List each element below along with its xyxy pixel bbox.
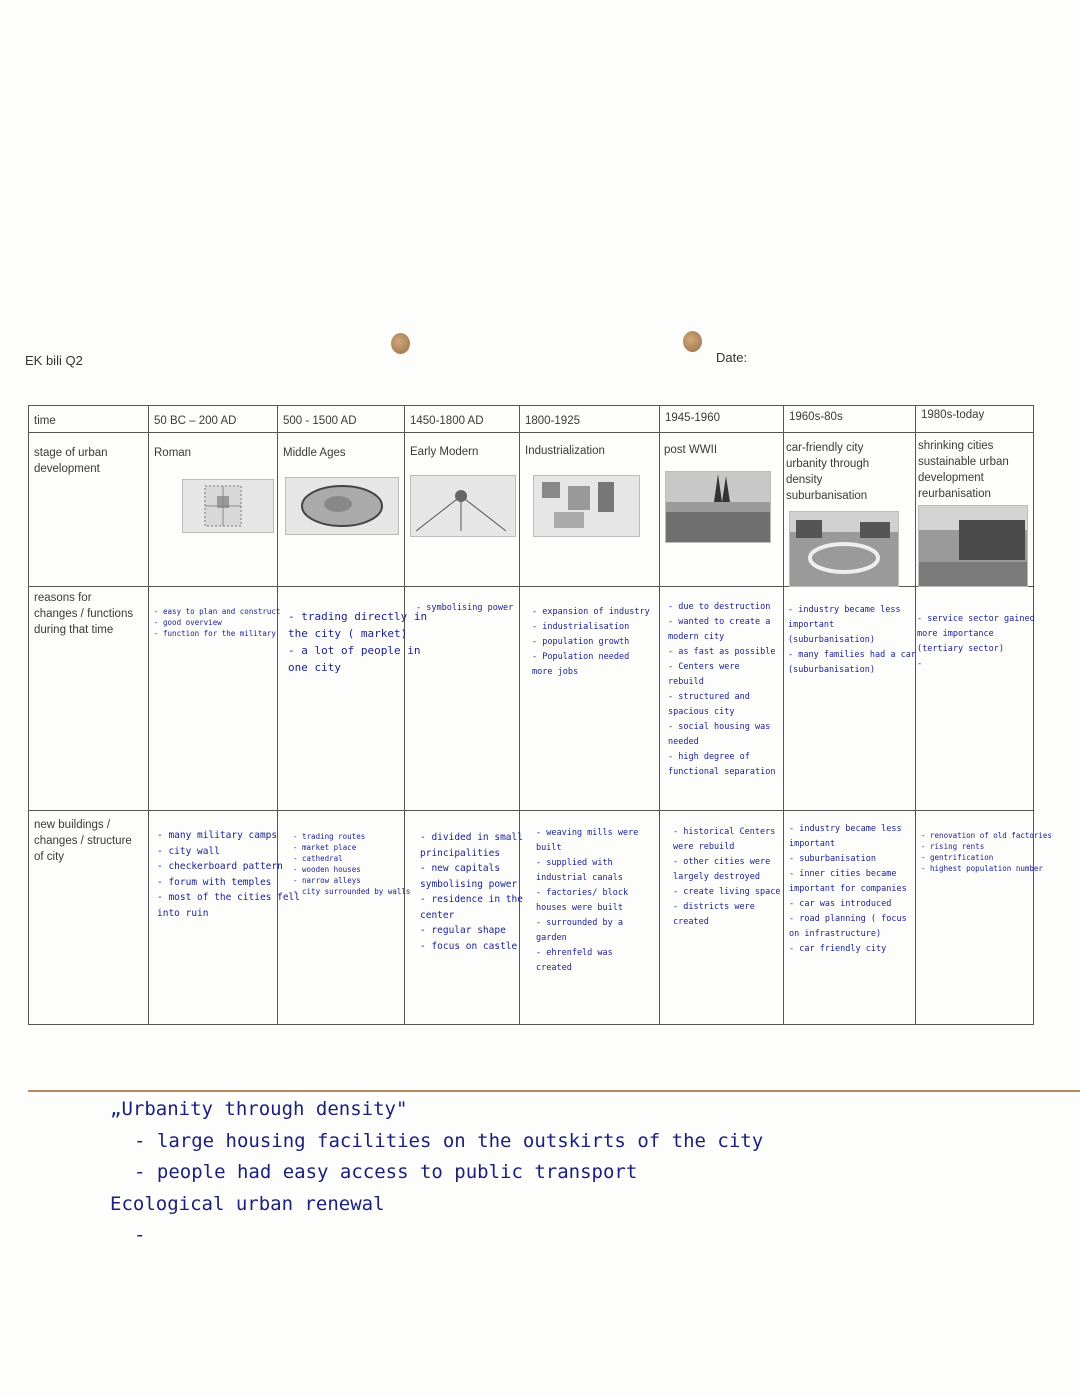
table-border-top <box>28 405 1034 406</box>
stage-cell: car-friendly city urbanity through density suburbanisation <box>786 442 870 502</box>
notes-subtitle: Ecological urban renewal <box>110 1192 385 1215</box>
punch-hole-left <box>391 333 410 354</box>
reasons-cell: - industry became less important (suburbanisation) - many families had a car (suburbanisation) <box>788 605 916 675</box>
table-border-left <box>28 405 29 1025</box>
table-border-right <box>1033 405 1034 1025</box>
reasons-cell: - service sector gained more importance (tertiary sector) - <box>917 614 1035 669</box>
period-cell: 50 BC – 200 AD <box>154 415 237 427</box>
reasons-cell: - trading directly in the city ( market) - a lot of people in one city <box>288 610 428 674</box>
buildings-cell: - renovation of old factories - rising rents - gentrification - highest population number <box>921 831 1052 873</box>
period-cell: 500 - 1500 AD <box>283 415 357 427</box>
subject-label: EK bili Q2 <box>25 353 83 368</box>
reasons-cell: - symbolising power <box>416 603 514 613</box>
industrial-city-plan-image <box>533 475 640 537</box>
post-war-city-photo <box>665 471 771 543</box>
reasons-cell: - easy to plan and construct - good overview - function for the military <box>154 607 281 638</box>
table-rule-reasons <box>28 810 1034 811</box>
period-cell: 1800-1925 <box>525 415 580 427</box>
row-label-reasons: reasons for changes / functions during that time <box>34 592 134 636</box>
table-col-rule <box>404 405 405 1025</box>
reasons-cell: - expansion of industry - industrialisation - population growth - Population needed more jobs <box>532 607 650 677</box>
table-border-bottom <box>28 1024 1034 1025</box>
table-col-rule <box>783 405 784 1025</box>
stage-cell: shrinking cities sustainable urban development reurbanisation <box>918 440 1009 500</box>
stage-cell: Middle Ages <box>283 447 346 459</box>
table-col-rule <box>659 405 660 1025</box>
notes-item: - people had easy access to public transport <box>134 1161 638 1183</box>
handwritten-notes <box>110 1094 763 1252</box>
buildings-cell: - historical Centers were rebuild - other cities were largely destroyed - create living space - districts were created <box>673 827 781 927</box>
buildings-cell: - industry became less important - suburbanisation - inner cities became important for companies - car was introduced - road planning ( focus on infrastructure) - car friendly city <box>789 824 907 954</box>
notes-title: „Urbanity through density" <box>110 1098 408 1120</box>
buildings-cell: - weaving mills were built - supplied with industrial canals - factories/ block houses were built - surrounded by a garden - ehrenfeld was created <box>536 828 639 973</box>
notes-dash: - <box>134 1224 146 1246</box>
period-cell: 1450-1800 AD <box>410 415 484 427</box>
punch-hole-right <box>683 331 702 352</box>
early-modern-city-plan-image <box>410 475 516 537</box>
table-rule-time <box>28 432 1034 433</box>
period-cell: 1960s-80s <box>789 411 843 423</box>
table-col-rule <box>915 405 916 1025</box>
row-label-buildings: new buildings / changes / structure of city <box>34 819 132 863</box>
row-label-time: time <box>34 415 56 427</box>
table-col-rule <box>277 405 278 1025</box>
reurbanisation-photo <box>918 505 1028 587</box>
row-label-stage: stage of urban development <box>34 447 108 475</box>
stage-cell: Early Modern <box>410 446 479 458</box>
stage-cell: Industrialization <box>525 445 605 457</box>
date-label: Date: <box>716 350 748 365</box>
car-friendly-city-photo <box>789 511 899 587</box>
stage-cell: Roman <box>154 447 192 459</box>
buildings-cell: - many military camps - city wall - checkerboard pattern - forum with temples - most of the cities fell into ruin <box>157 830 300 919</box>
buildings-cell: - divided in small principalities - new capitals symbolising power - residence in the center - regular shape - focus on castle <box>420 832 523 952</box>
reasons-cell: - due to destruction - wanted to create a modern city - as fast as possible - Centers were rebuild - structured and spacious city - social housing was needed - high degree of functional separation <box>668 602 776 777</box>
medieval-city-plan-image <box>285 477 399 535</box>
period-cell: 1980s-today <box>921 409 985 421</box>
buildings-cell: - trading routes - market place - cathedral - wooden houses - narrow alleys - city surrounded by walls <box>293 832 411 896</box>
timeline-table <box>28 405 1052 1025</box>
notes-item: - large housing facilities on the outskirts of the city <box>134 1129 764 1152</box>
table-col-rule <box>148 405 149 1025</box>
stage-cell: post WWII <box>664 444 718 456</box>
page-fold-line <box>28 1090 1080 1092</box>
period-cell: 1945-1960 <box>665 412 720 424</box>
roman-city-plan-image <box>182 479 274 533</box>
